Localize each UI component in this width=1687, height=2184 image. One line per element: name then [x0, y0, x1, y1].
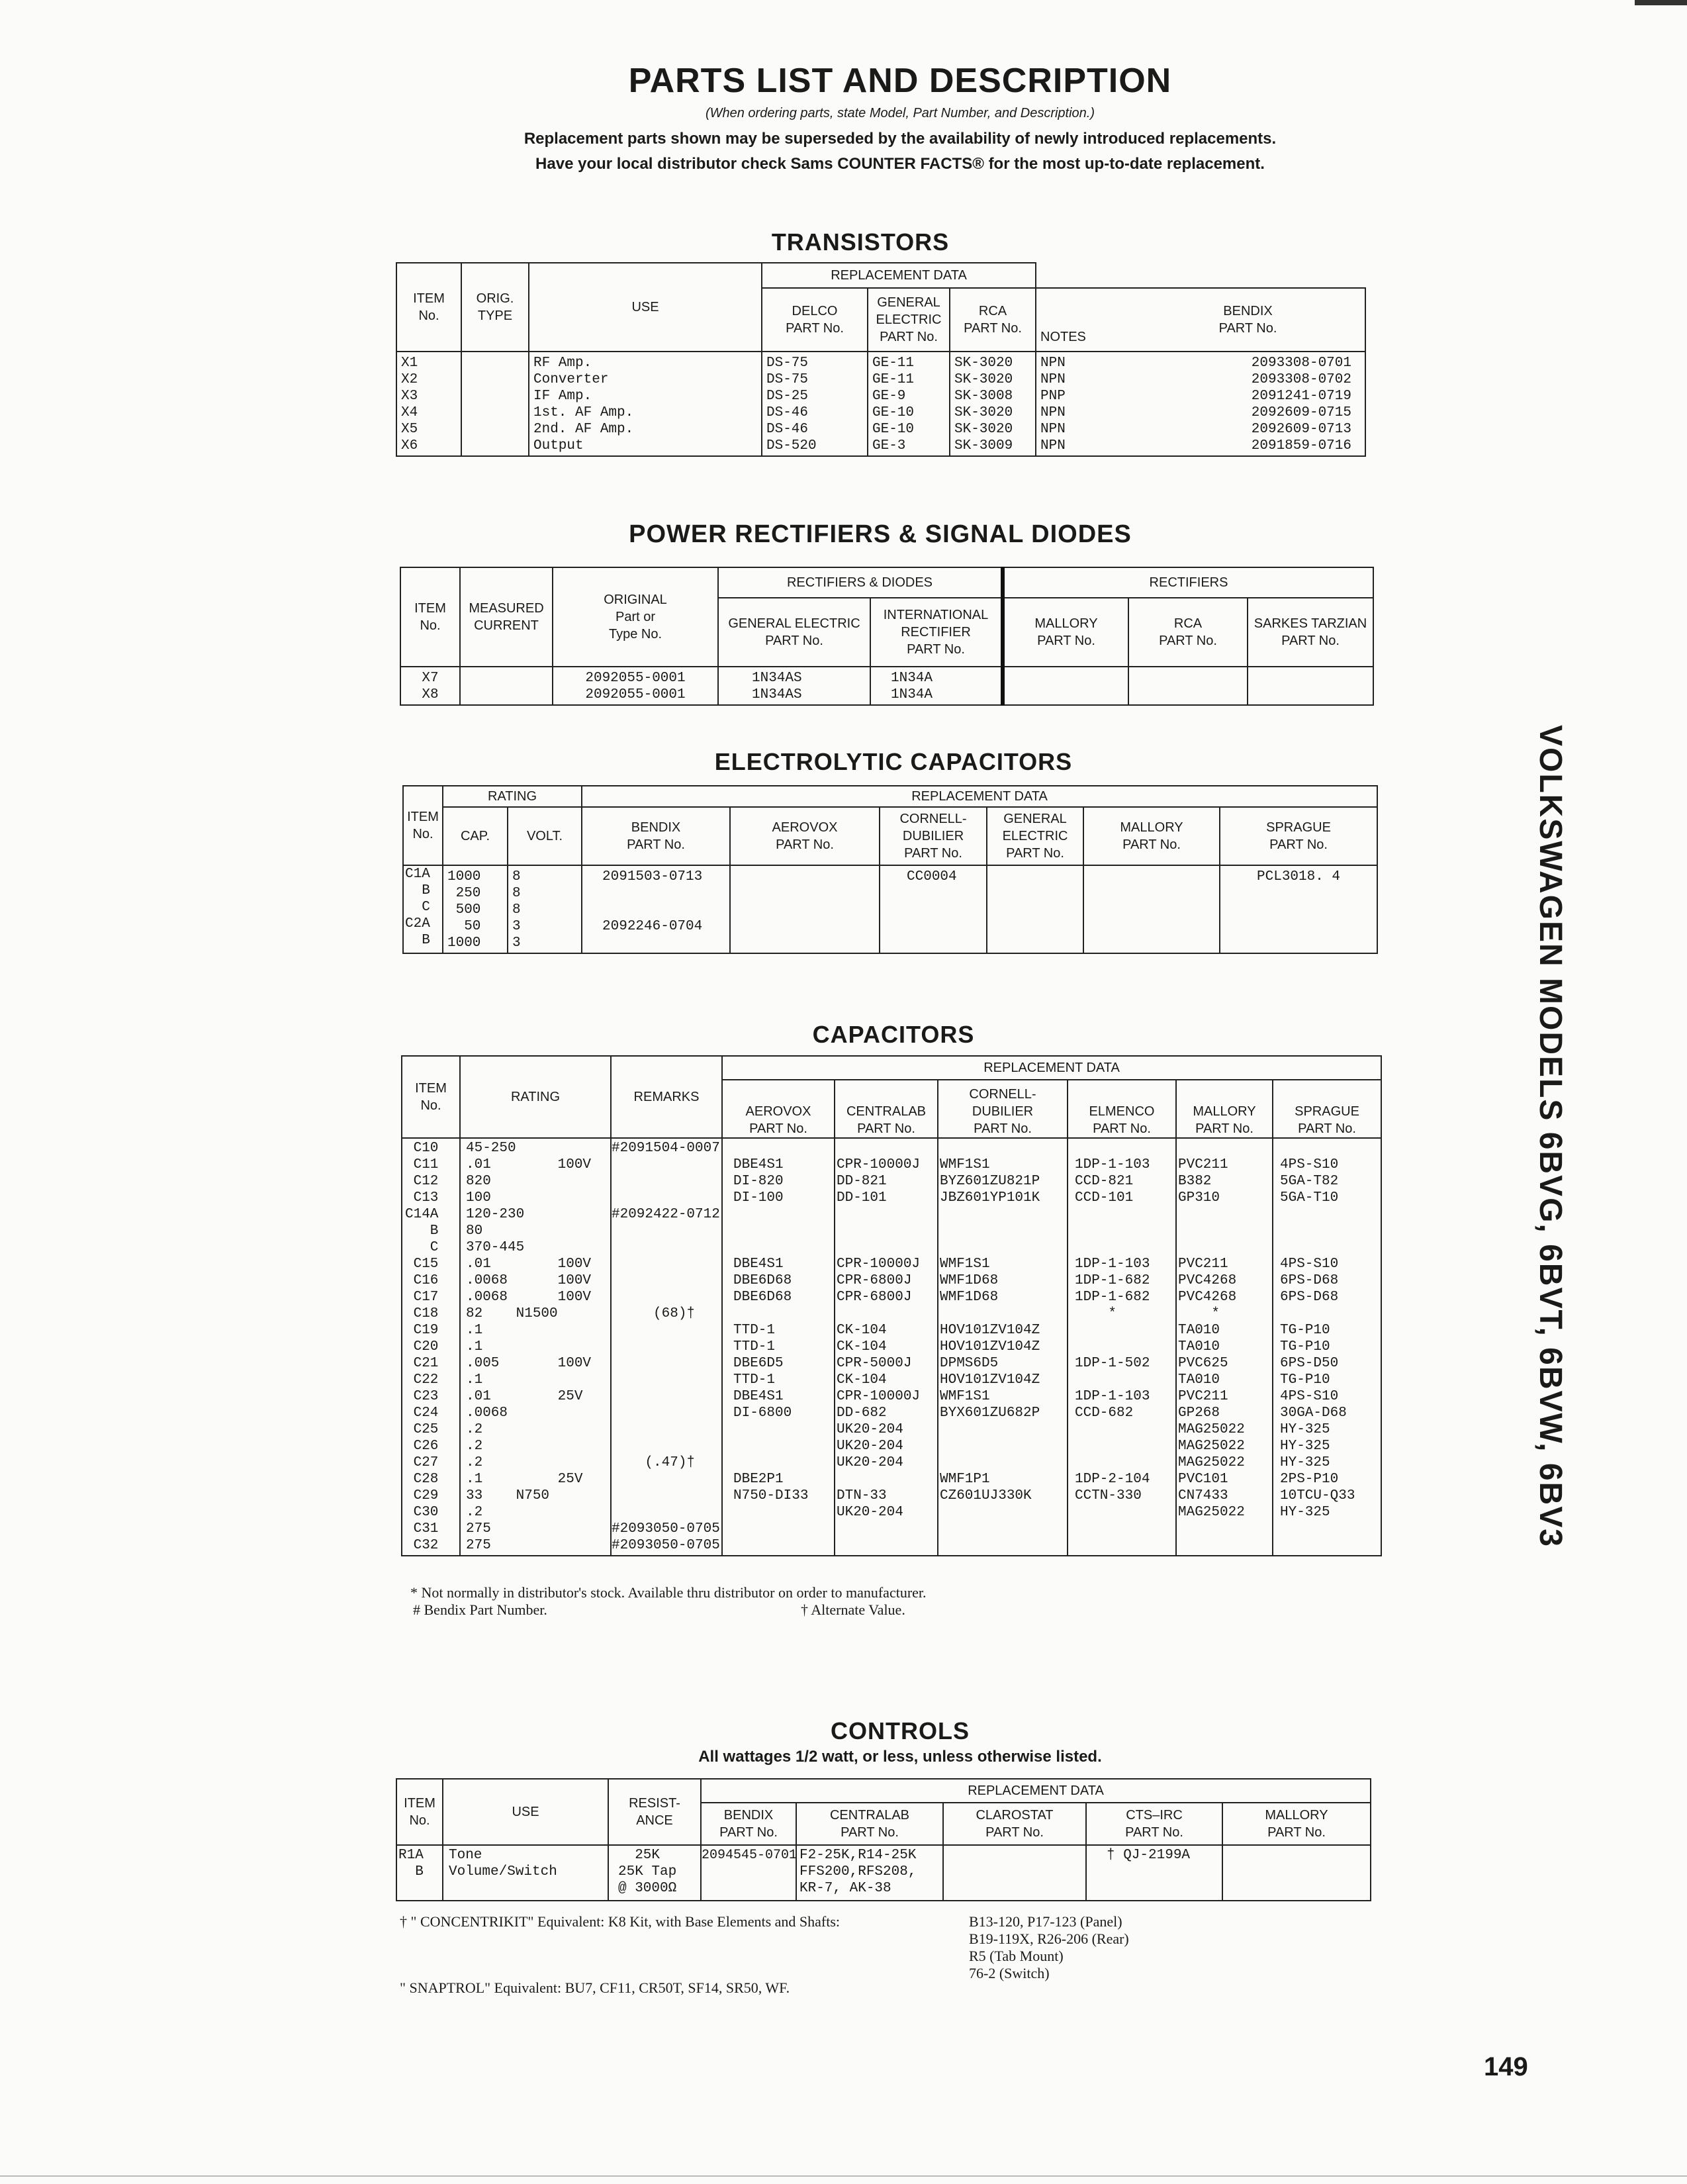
- col-sarkes: [1248, 667, 1373, 705]
- transistors-title: TRANSISTORS: [771, 228, 950, 256]
- page-edge-mark: [1635, 0, 1687, 5]
- header-remarks: REMARKS: [611, 1056, 722, 1138]
- header-bendix: BENDIX PART No.: [582, 807, 730, 865]
- header-cts-irc: CTS–IRC PART No.: [1086, 1803, 1222, 1845]
- col-ge: 1N34AS 1N34AS: [718, 667, 870, 705]
- header-mallory: MALLORY PART No.: [1003, 598, 1128, 667]
- col-remarks: #2091504-0007 #2092422-0712 (68)† (.47)† #2093050-0705 #2093050-0705: [611, 1138, 722, 1556]
- col-cornell: WMF1S1 BYZ601ZU821P JBZ601YP101K WMF1S1 WMF1D68 WMF1D68 HOV101ZV104Z HOV101ZV104Z DPMS6D5 HOV101ZV104Z WMF1S1 BYX601ZU682P WMF1P1 CZ601UJ330K: [938, 1138, 1068, 1556]
- header-replacement-data: REPLACEMENT DATA: [582, 786, 1377, 807]
- col-mallory: [1083, 865, 1220, 953]
- header-resistance: RESIST- ANCE: [608, 1779, 701, 1845]
- col-cap: 1000 250 500 50 1000: [443, 865, 508, 953]
- header-cornell-dubilier: CORNELL- DUBILIER PART No.: [938, 1080, 1068, 1138]
- header-ge: GENERAL ELECTRIC PART No.: [868, 288, 950, 352]
- col-centralab: F2-25K,R14-25K FFS200,RFS208, KR-7, AK-38: [796, 1845, 943, 1901]
- header-ge: GENERAL ELECTRIC PART No.: [987, 807, 1083, 865]
- header-replacement-data: REPLACEMENT DATA: [722, 1056, 1381, 1080]
- page-number: 149: [1484, 2052, 1528, 2081]
- header-item: ITEM No.: [396, 1779, 443, 1845]
- col-bendix: 2094545-0701: [701, 1845, 796, 1901]
- col-elmenco: 1DP-1-103 CCD-821 CCD-101 1DP-1-103 1DP-1-682 1DP-1-682 * 1DP-1-502 1DP-1-103 CCD-682 1DP-2-104 CCTN-330: [1068, 1138, 1176, 1556]
- col-bendix: 2091503-0713 2092246-0704: [582, 865, 730, 953]
- col-current: [460, 667, 553, 705]
- replacement-note-line-2: Have your local distributor check Sams COUNTER FACTS® for the most up-to-date replacement.: [535, 155, 1265, 173]
- col-mallory: [1222, 1845, 1371, 1901]
- col-cornell: CC0004: [880, 865, 987, 953]
- col-centralab: CPR-10000J DD-821 DD-101 CPR-10000J CPR-6800J CPR-6800J CK-104 CK-104 CPR-5000J CK-104 CPR-10000J DD-682 UK20-204 UK20-204 UK20-204 DTN-33 UK20-204: [835, 1138, 938, 1556]
- header-mallory: MALLORY PART No.: [1083, 807, 1220, 865]
- controls-title: CONTROLS: [831, 1717, 970, 1744]
- header-rectifiers: RECTIFIERS: [1003, 567, 1373, 598]
- header-clarostat: CLAROSTAT PART No.: [943, 1803, 1086, 1845]
- col-item: X1 X2 X3 X4 X5 X6: [396, 352, 461, 456]
- col-aerovox: [730, 865, 880, 953]
- footnote-alternate: † Alternate Value.: [801, 1601, 905, 1618]
- col-aerovox: DBE4S1 DI-820 DI-100 DBE4S1 DBE6D68 DBE6D68 TTD-1 TTD-1 DBE6D5 TTD-1 DBE4S1 DI-6800 DBE2P1 N750-DI33: [722, 1138, 835, 1556]
- header-cornell-dubilier: CORNELL- DUBILIER PART No.: [880, 807, 987, 865]
- header-replacement-data: REPLACEMENT DATA: [701, 1779, 1371, 1803]
- electrolytic-table: [402, 785, 1378, 954]
- header-rectifiers-diodes: RECTIFIERS & DIODES: [718, 567, 1003, 598]
- header-mallory: MALLORY PART No.: [1222, 1803, 1371, 1845]
- col-original: 2092055-0001 2092055-0001: [553, 667, 718, 705]
- transistors-table: [396, 262, 1366, 457]
- capacitors-table: [401, 1055, 1382, 1556]
- capacitors-title: CAPACITORS: [812, 1021, 975, 1048]
- ordering-instructions: (When ordering parts, state Model, Part Number, and Description.): [705, 106, 1095, 120]
- controls-table: [396, 1778, 1371, 1901]
- col-item: C1A B C C2A B: [403, 865, 443, 953]
- col-ge: GE-11 GE-11 GE-9 GE-10 GE-10 GE-3: [868, 352, 950, 456]
- col-mallory: PVC211 B382 GP310 PVC211 PVC4268 PVC4268 * TA010 TA010 PVC625 TA010 PVC211 GP268 MAG25022 MAG25022 MAG25022 PVC101 CN7433 MAG25022: [1176, 1138, 1273, 1556]
- col-notes: NPN NPN PNP NPN NPN NPN: [1036, 352, 1131, 456]
- header-ge: GENERAL ELECTRIC PART No.: [718, 598, 870, 667]
- header-mallory: MALLORY PART No.: [1176, 1080, 1273, 1138]
- col-bendix: 2093308-0701 2093308-0702 2091241-0719 2092609-0715 2092609-0713 2091859-0716: [1131, 352, 1365, 456]
- header-use: USE: [529, 263, 762, 352]
- header-centralab: CENTRALAB PART No.: [835, 1080, 938, 1138]
- header-item: ITEM No.: [400, 567, 460, 667]
- header-measured-current: MEASURED CURRENT: [460, 567, 553, 667]
- col-ir: 1N34A 1N34A: [870, 667, 1003, 705]
- col-delco: DS-75 DS-75 DS-25 DS-46 DS-46 DS-520: [762, 352, 868, 456]
- col-volt: 8 8 8 3 3: [508, 865, 582, 953]
- header-notes: NOTES: [1036, 288, 1131, 352]
- replacement-note-line-1: Replacement parts shown may be superseded by the availability of newly introduced replacements.: [524, 130, 1277, 148]
- header-rca: RCA PART No.: [950, 288, 1036, 352]
- col-orig-type: [461, 352, 529, 456]
- col-use: Tone Volume/Switch: [443, 1845, 608, 1901]
- header-rating: RATING: [443, 786, 582, 807]
- col-resistance: 25K 25K Tap @ 3000Ω: [608, 1845, 701, 1901]
- header-aerovox: AEROVOX PART No.: [722, 1080, 835, 1138]
- header-aerovox: AEROVOX PART No.: [730, 807, 880, 865]
- rectifiers-table: [400, 567, 1374, 706]
- snaptrol-note: " SNAPTROL" Equivalent: BU7, CF11, CR50T, SF14, SR50, WF.: [400, 1979, 790, 1996]
- header-cap: CAP.: [443, 807, 508, 865]
- col-use: RF Amp. Converter IF Amp. 1st. AF Amp. 2nd. AF Amp. Output: [529, 352, 762, 456]
- header-rca: RCA PART No.: [1128, 598, 1248, 667]
- concentrikit-shafts: B13-120, P17-123 (Panel) B19-119X, R26-206 (Rear) R5 (Tab Mount) 76-2 (Switch): [969, 1913, 1129, 1981]
- col-cts-irc: † QJ-2199A: [1086, 1845, 1222, 1901]
- footnote-bendix: # Bendix Part Number.: [413, 1601, 547, 1618]
- header-centralab: CENTRALAB PART No.: [796, 1803, 943, 1845]
- col-rca: SK-3020 SK-3020 SK-3008 SK-3020 SK-3020 SK-3009: [950, 352, 1036, 456]
- col-item: X7 X8: [400, 667, 460, 705]
- col-mallory: [1003, 667, 1128, 705]
- header-elmenco: ELMENCO PART No.: [1068, 1080, 1176, 1138]
- controls-subtitle: All wattages 1/2 watt, or less, unless otherwise listed.: [698, 1748, 1102, 1766]
- col-rating: 45-250 .01 100V 820 100 120-230 80 370-445 .01 100V .0068 100V .0068 100V 82 N1500 .1 .1 .005 100V .1 .01 25V .0068 .2 .2 .2 .1 25V 33 N750 .2 275 275: [460, 1138, 611, 1556]
- header-replacement-data: REPLACEMENT DATA: [762, 263, 1036, 288]
- header-bendix: BENDIX PART No.: [1131, 288, 1365, 352]
- header-bendix: BENDIX PART No.: [701, 1803, 796, 1845]
- col-sprague: PCL3018. 4: [1220, 865, 1377, 953]
- header-sprague: SPRAGUE PART No.: [1273, 1080, 1381, 1138]
- footnote-not-in-stock: * Not normally in distributor's stock. Available thru distributor on order to manufacturer.: [410, 1584, 927, 1601]
- header-item: ITEM No.: [396, 263, 461, 352]
- side-models-title: VOLKSWAGEN MODELS 6BVG, 6BVT, 6BVW, 6BV3: [1533, 725, 1568, 1548]
- col-rca: [1128, 667, 1248, 705]
- header-use: USE: [443, 1779, 608, 1845]
- header-item: ITEM No.: [403, 786, 443, 865]
- concentrikit-note: † " CONCENTRIKIT" Equivalent: K8 Kit, with Base Elements and Shafts:: [400, 1913, 841, 1930]
- electrolytic-title: ELECTROLYTIC CAPACITORS: [714, 748, 1073, 775]
- rectifiers-title: POWER RECTIFIERS & SIGNAL DIODES: [629, 520, 1132, 548]
- header-sarkes-tarzian: SARKES TARZIAN PART No.: [1248, 598, 1373, 667]
- header-original: ORIGINAL Part or Type No.: [553, 567, 718, 667]
- header-rating: RATING: [460, 1056, 611, 1138]
- col-item: R1A B: [396, 1845, 443, 1901]
- header-orig-type: ORIG. TYPE: [461, 263, 529, 352]
- page-bottom-edge: [0, 2175, 1687, 2177]
- col-sprague: 4PS-S10 5GA-T82 5GA-T10 4PS-S10 6PS-D68 6PS-D68 TG-P10 TG-P10 6PS-D50 TG-P10 4PS-S10 30GA-D68 HY-325 HY-325 HY-325 2PS-P10 10TCU-Q33 HY-325: [1273, 1138, 1381, 1556]
- page-title: PARTS LIST AND DESCRIPTION: [628, 62, 1172, 100]
- header-item: ITEM No.: [402, 1056, 460, 1138]
- header-sprague: SPRAGUE PART No.: [1220, 807, 1377, 865]
- header-volt: VOLT.: [508, 807, 582, 865]
- header-intl-rectifier: INTERNATIONAL RECTIFIER PART No.: [870, 598, 1003, 667]
- header-delco: DELCO PART No.: [762, 288, 868, 352]
- col-item: C10 C11 C12 C13 C14A B C C15 C16 C17 C18 C19 C20 C21 C22 C23 C24 C25 C26 C27 C28 C29 C30 C31 C32: [402, 1138, 460, 1556]
- col-clarostat: [943, 1845, 1086, 1901]
- col-ge: [987, 865, 1083, 953]
